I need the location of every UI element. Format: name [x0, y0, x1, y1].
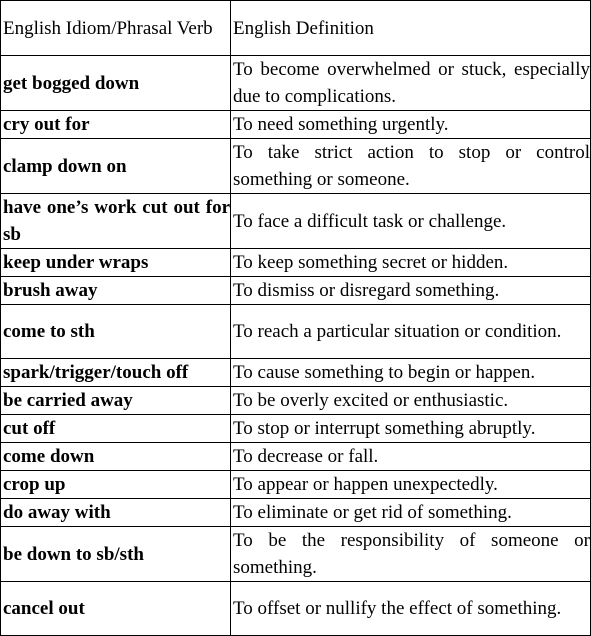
idiom-term: brush away [1, 277, 231, 305]
idiom-definition: To need something urgently. [231, 111, 591, 139]
idiom-term: spark/trigger/touch off [1, 359, 231, 387]
header-row [1, 1, 591, 56]
idiom-term: get bogged down [1, 56, 231, 111]
header-definition: English Definition [231, 1, 591, 56]
table-row [1, 499, 591, 527]
idiom-definition: To stop or interrupt something abruptly. [231, 415, 591, 443]
idiom-term: do away with [1, 499, 231, 527]
table-row [1, 249, 591, 277]
idiom-term: keep under wraps [1, 249, 231, 277]
idiom-definition: To reach a particular situation or condition. [231, 305, 591, 359]
table-row [1, 56, 591, 111]
table-row [1, 139, 591, 194]
idiom-definition: To be the responsibility of someone or something. [231, 527, 591, 582]
idiom-definition: To eliminate or get rid of something. [231, 499, 591, 527]
idiom-term: be carried away [1, 387, 231, 415]
idiom-term: clamp down on [1, 139, 231, 194]
idiom-definition: To dismiss or disregard something. [231, 277, 591, 305]
table-row [1, 527, 591, 582]
idiom-definition: To face a difficult task or challenge. [231, 194, 591, 249]
idiom-term: cancel out [1, 582, 231, 636]
idiom-term: come to sth [1, 305, 231, 359]
idiom-definition: To be overly excited or enthusiastic. [231, 387, 591, 415]
idiom-definition: To appear or happen unexpectedly. [231, 471, 591, 499]
table-row [1, 305, 591, 359]
table-row [1, 443, 591, 471]
header-term: English Idiom/Phrasal Verb [1, 1, 231, 56]
idiom-definition: To offset or nullify the effect of something. [231, 582, 591, 636]
idiom-term: crop up [1, 471, 231, 499]
table-row [1, 415, 591, 443]
idiom-term: cut off [1, 415, 231, 443]
table-row [1, 387, 591, 415]
table-row [1, 111, 591, 139]
table-row [1, 194, 591, 249]
idiom-definition: To keep something secret or hidden. [231, 249, 591, 277]
idiom-definition: To become overwhelmed or stuck, especially due to complications. [231, 56, 591, 111]
idiom-definition: To decrease or fall. [231, 443, 591, 471]
idiom-definition: To take strict action to stop or control something or someone. [231, 139, 591, 194]
idiom-term: be down to sb/sth [1, 527, 231, 582]
table-row [1, 359, 591, 387]
idiom-term: cry out for [1, 111, 231, 139]
table-row [1, 277, 591, 305]
table-row [1, 582, 591, 636]
idiom-term: come down [1, 443, 231, 471]
idiom-definition: To cause something to begin or happen. [231, 359, 591, 387]
table-row [1, 471, 591, 499]
idiom-term: have one’s work cut out for sb [1, 194, 231, 249]
